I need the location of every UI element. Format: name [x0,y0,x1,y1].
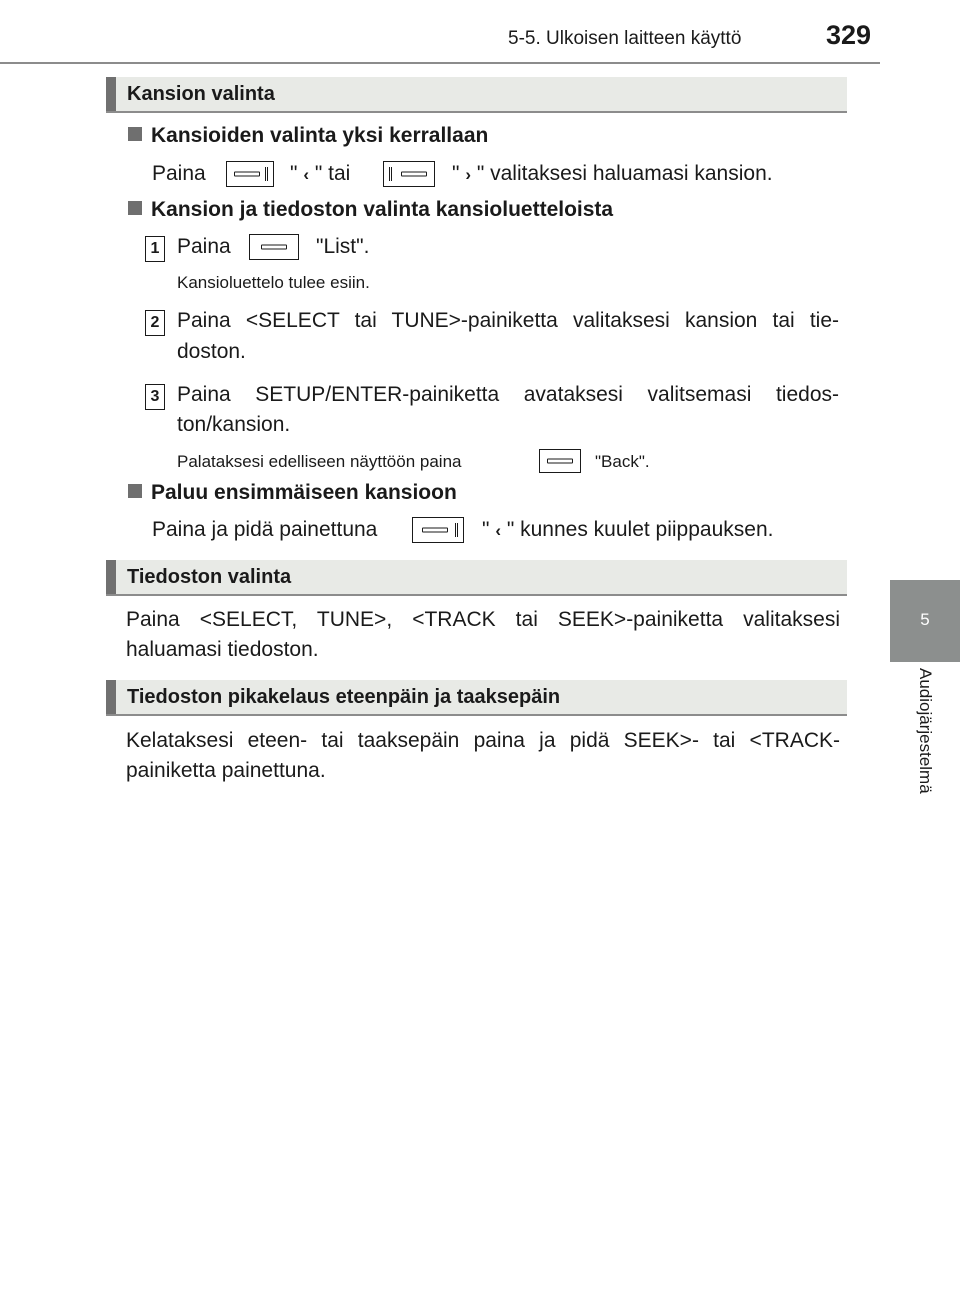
chevron-right-icon: › [465,165,471,184]
square-bullet-icon [128,127,142,141]
section-header-kansion-valinta [106,77,847,113]
pikakelaus-line2: painiketta painettuna. [126,759,326,782]
step-number-1: 1 [145,236,165,262]
paluu-instruction: Paina ja pidä painettuna [152,518,378,541]
step-2-line2: doston. [177,340,246,363]
section-header-tiedoston-valinta [106,560,847,596]
page-number: 329 [826,20,872,50]
header-divider [0,62,880,64]
folder-prev-hold-button-icon [412,517,464,543]
pikakelaus-line1: Kelataksesi eteen- tai taaksepäin paina ja pidä SEEK>- tai <TRACK- [126,729,840,752]
instruction-line-mid: " ‹ " tai [290,162,351,185]
list-button-icon [249,234,299,260]
step-3-note: Palataksesi edelliseen näyttöön paina [177,452,462,471]
step-number-3: 3 [145,384,165,410]
paluu-instruction-end: " ‹ " kunnes kuulet piippauksen. [482,518,774,541]
section-header-pikakelaus [106,680,847,716]
chevron-left-icon: ‹ [303,165,309,184]
subheading-kansioluettelo: Kansion ja tiedoston valinta kansioluetteloista [128,198,613,222]
section-marker [106,77,116,111]
step-number-2: 2 [145,310,165,336]
square-bullet-icon [128,484,142,498]
section-title: Tiedoston pikakelaus eteenpäin ja taaksepäin [127,686,561,708]
chevron-left-icon: ‹ [495,521,501,540]
square-bullet-icon [128,201,142,215]
step-3-line2: ton/kansion. [177,413,291,436]
instruction-line-end: " › " valitaksesi haluamasi kansion. [452,162,773,185]
section-marker [106,680,116,714]
subheading-paluu: Paluu ensimmäiseen kansioon [128,481,457,505]
folder-next-button-icon [383,161,435,187]
section-title: Tiedoston valinta [127,566,292,588]
step-1-text: Paina [177,235,231,258]
step-3-note-label: "Back". [595,452,650,471]
tiedoston-line2: haluamasi tiedoston. [126,638,319,661]
section-breadcrumb: 5-5. Ulkoisen laitteen käyttö [508,28,742,49]
chapter-tab: 5 [890,580,960,662]
section-title: Kansion valinta [127,83,275,105]
step-1-label: "List". [316,235,370,258]
instruction-line: Paina [152,162,206,185]
chapter-title-vertical [890,668,960,828]
back-button-icon [539,449,581,473]
subheading-kansioiden-valinta: Kansioiden valinta yksi kerrallaan [128,124,488,148]
section-marker [106,560,116,594]
tiedoston-line1: Paina <SELECT, TUNE>, <TRACK tai SEEK>-painiketta valitaksesi [126,608,840,631]
chapter-title: Audiojärjestelmä [916,668,935,794]
folder-prev-button-icon [226,161,274,187]
step-1-note: Kansioluettelo tulee esiin. [177,273,370,292]
step-3-line1: Paina SETUP/ENTER-painiketta avataksesi valitsemasi tiedos- [177,383,839,406]
step-2-line1: Paina <SELECT tai TUNE>-painiketta valitaksesi kansion tai tie- [177,309,839,332]
